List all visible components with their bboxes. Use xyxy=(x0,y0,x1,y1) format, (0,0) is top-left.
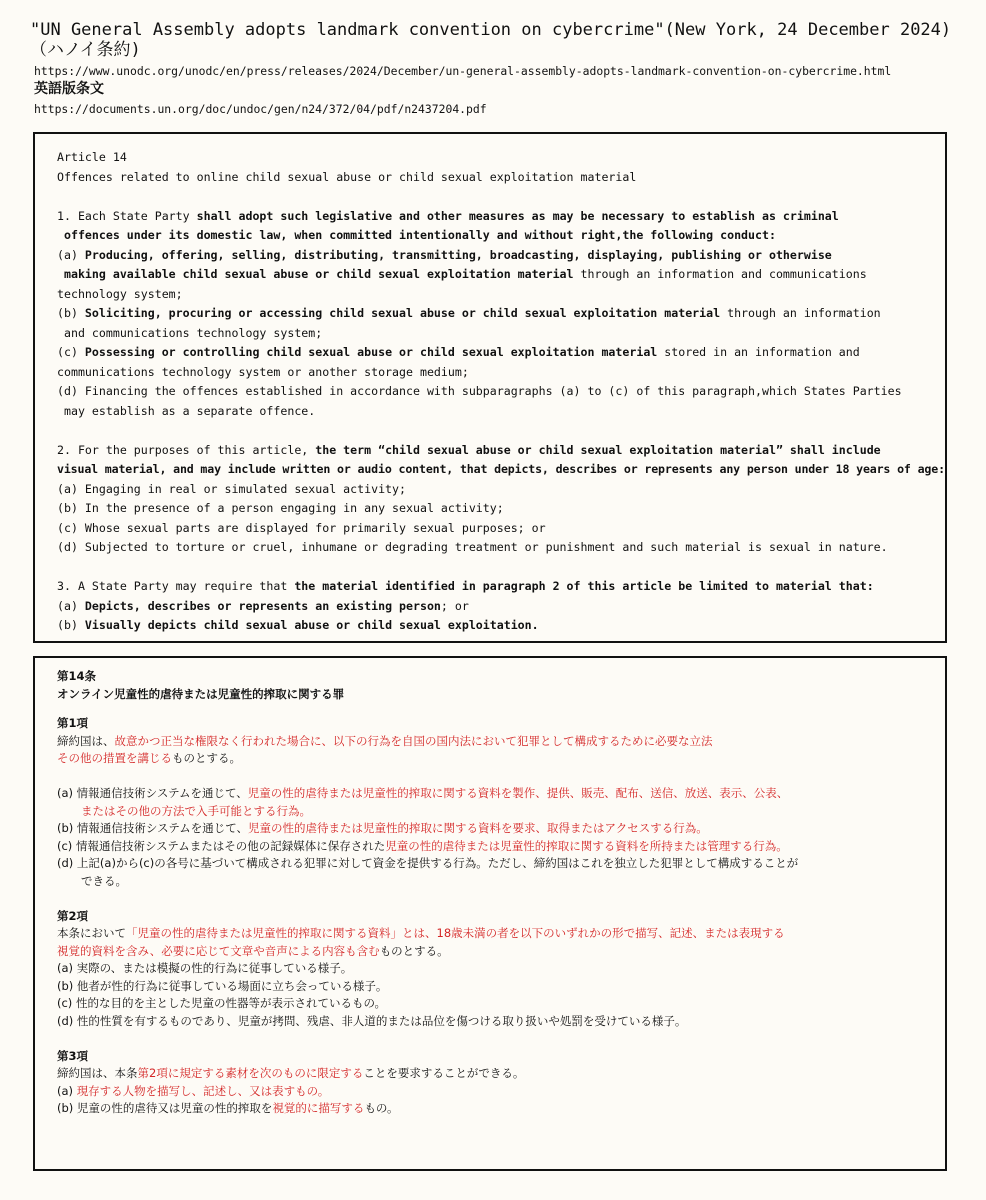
english-article-box xyxy=(33,132,947,643)
en-article-heading: Offences related to online child sexual abuse or child sexual exploitation material xyxy=(57,169,637,184)
jp-s3-a: (a) 現存する人物を描写し、記述し、又は表すもの。 xyxy=(57,1083,330,1098)
jp-section-3-line: 締約国は、本条第2項に規定する素材を次のものに限定することを要求することができる。 xyxy=(57,1066,525,1080)
document-header xyxy=(30,20,970,117)
en-para1-line2: offences under its domestic law, when committed intentionally and without right,the following conduct: xyxy=(57,228,776,242)
en-para1-c-line1: (c) Possessing or controlling child sexual abuse or child sexual exploitation material stored in an information and xyxy=(57,345,860,359)
jp-section-2-line1: 本条において「児童の性的虐待または児童性的搾取に関する資料」とは、18歳未満の者を以下のいずれかの形で描写、記述、または表現する xyxy=(57,926,785,940)
en-para1-a-line3: technology system; xyxy=(57,286,183,301)
en-para1-b-line2: and communications technology system; xyxy=(57,325,323,340)
pdf-link[interactable]: https://documents.un.org/doc/undoc/gen/n24/372/04/pdf/n2437204.pdf xyxy=(34,102,487,116)
jp-s2-d: (d) 性的性質を有するものであり、児童が拷問、残虐、非人道的または品位を傷つける取り扱いや処罰を受けている様子。 xyxy=(57,1013,687,1028)
jp-s3-b: (b) 児童の性的虐待又は児童の性的搾取を視覚的に描写するもの。 xyxy=(57,1101,399,1115)
en-article-number: Article 14 xyxy=(57,150,127,164)
jp-section-2-title: 第2項 xyxy=(57,908,89,923)
en-para3-b: (b) Visually depicts child sexual abuse or child sexual exploitation. xyxy=(57,618,539,632)
en-para3-a: (a) Depicts, describes or represents an existing person; or xyxy=(57,598,469,613)
jp-s2-c: (c) 性的な目的を主とした児童の性器等が表示されているもの。 xyxy=(57,996,386,1010)
jp-s1-c: (c) 情報通信技術システムまたはその他の記録媒体に保存された児童の性的虐待または児童性的搾取に関する資料を所持または管理する行為。 xyxy=(57,838,788,853)
jp-section-3-title: 第3項 xyxy=(57,1048,89,1063)
en-para1-a-line1: (a) Producing, offering, selling, distributing, transmitting, broadcasting, displaying, publishing or otherwise xyxy=(57,247,832,262)
en-para2-b: (b) In the presence of a person engaging in any sexual activity; xyxy=(57,501,504,515)
en-para2-line2: visual material, and may include written or audio content, that depicts, describes or represents any person under 18 years of age: xyxy=(57,462,945,476)
jp-section-1-line1: 締約国は、故意かつ正当な権限なく行われた場合に、以下の行為を自国の国内法において犯罪として構成するために必要な立法 xyxy=(57,733,713,748)
jp-s1-d-line2: できる。 xyxy=(81,873,127,888)
jp-article-heading: オンライン児童性的虐待または児童性的搾取に関する罪 xyxy=(57,686,345,701)
jp-article-number: 第14条 xyxy=(57,669,97,683)
press-release-link[interactable]: https://www.unodc.org/unodc/en/press/releases/2024/December/un-general-assembly-adopts-landmark-convention-on-cybercrime.html xyxy=(34,64,892,78)
en-para3-line: 3. A State Party may require that the material identified in paragraph 2 of this article be limited to material that: xyxy=(57,579,874,593)
jp-s1-a-line1: (a) 情報通信技術システムを通じて、児童の性的虐待または児童性的搾取に関する資料を製作、提供、販売、配布、送信、放送、表示、公表、 xyxy=(57,786,789,800)
jp-section-1-title: 第1項 xyxy=(57,716,89,730)
jp-s1-d-line1: (d) 上記(a)から(c)の各号に基づいて構成される犯罪に対して資金を提供する行為。ただし、締約国はこれを独立した犯罪として構成することが xyxy=(57,856,799,870)
english-text-label: 英語版条文 xyxy=(34,81,104,97)
jp-s1-a-line2: またはその他の方法で入手可能とする行為。 xyxy=(81,803,311,818)
title-line-2: （ハノイ条約) xyxy=(30,40,141,60)
en-para2-line1: 2. For the purposes of this article, the term “child sexual abuse or child sexual exploitation material” shall include xyxy=(57,442,881,457)
en-para1-d-line1: (d) Financing the offences established in accordance with subparagraphs (a) to (c) of this paragraph,which States Parties xyxy=(57,384,902,398)
jp-s2-a: (a) 実際の、または模擬の性的行為に従事している様子。 xyxy=(57,961,353,975)
jp-s1-b: (b) 情報通信技術システムを通じて、児童の性的虐待または児童性的搾取に関する資料を要求、取得またはアクセスする行為。 xyxy=(57,821,708,835)
en-para1-d-line2: may establish as a separate offence. xyxy=(57,403,316,418)
en-para1-line1: 1. Each State Party shall adopt such legislative and other measures as may be necessary to establish as criminal xyxy=(57,208,839,223)
en-para1-b-line1: (b) Soliciting, procuring or accessing child sexual abuse or child sexual exploitation material through an information xyxy=(57,306,881,320)
en-para2-c: (c) Whose sexual parts are displayed for primarily sexual purposes; or xyxy=(57,520,546,535)
japanese-article-box xyxy=(33,656,947,1171)
jp-s2-b: (b) 他者が性的行為に従事している場面に立ち会っている様子。 xyxy=(57,978,388,993)
title-line-1: "UN General Assembly adopts landmark convention on cybercrime"(New York, 24 December 2024) xyxy=(30,20,952,40)
en-para2-d: (d) Subjected to torture or cruel, inhumane or degrading treatment or punishment and such material is sexual in nature. xyxy=(57,540,888,554)
en-para1-a-line2: making available child sexual abuse or child sexual exploitation material through an information and communications xyxy=(57,267,867,281)
en-para2-a: (a) Engaging in real or simulated sexual activity; xyxy=(57,481,407,496)
jp-section-2-line2: 視覚的資料を含み、必要に応じて文章や音声による内容も含むものとする。 xyxy=(57,943,449,958)
jp-section-1-line2: その他の措置を講じるものとする。 xyxy=(57,751,241,765)
en-para1-c-line2: communications technology system or another storage medium; xyxy=(57,364,469,379)
